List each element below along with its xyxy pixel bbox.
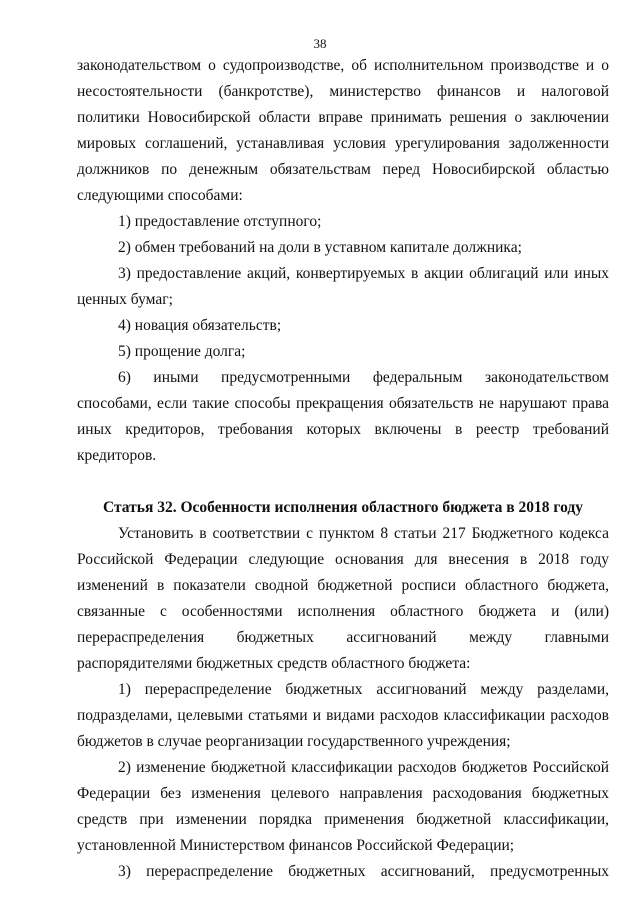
list-item: 4) новация обязательств; bbox=[118, 317, 282, 334]
list-item: 6) иными предусмотренными федеральным законодательством способами, если такие способы прекращения обязательств не нарушают права иных кредиторов, требования которых включены в реестр требований кредиторов. bbox=[77, 369, 609, 464]
intro-paragraph: законодательством о судопроизводстве, об исполнительном производстве и о несостоятельности (банкротстве), министерство финансов и налоговой политики Новосибирской области вправе принимать решения о заключении мировых соглашений, устанавливая условия урегулирования задолженности должников по денежным обязательствам перед Новосибирской областью следующими способами: bbox=[77, 57, 609, 204]
article-lead-paragraph: Установить в соответствии с пунктом 8 статьи 217 Бюджетного кодекса Российской Федерации следующие основания для внесения в 2018 году изменений в показатели сводной бюджетной росписи областного бюджета, связанные с особенностями исполнения областного бюджета и (или) перераспределения бюджетных ассигнований между главными распорядителями бюджетных средств областного бюджета: bbox=[77, 525, 609, 672]
list-item: 5) прощение долга; bbox=[118, 343, 246, 360]
section-spacer bbox=[77, 469, 609, 495]
list-item: 1) перераспределение бюджетных ассигнований между разделами, подразделами, целевыми статьями и видами расходов классификации расходов бюджетов в случае реорганизации государственного учреждения; bbox=[77, 681, 609, 750]
article-title: Статья 32. Особенности исполнения областного бюджета в 2018 году bbox=[103, 499, 583, 516]
list-item: 3) перераспределение бюджетных ассигнований, предусмотренных bbox=[118, 863, 609, 880]
page-number: 38 bbox=[313, 36, 327, 51]
list-item: 1) предоставление отступного; bbox=[118, 213, 322, 230]
document-body bbox=[77, 53, 609, 885]
list-item: 2) обмен требований на доли в уставном капитале должника; bbox=[118, 239, 522, 256]
list-item: 2) изменение бюджетной классификации расходов бюджетов Российской Федерации без изменения целевого направления расходования бюджетных средств при изменении порядка применения бюджетной классификации, установленной Министерством финансов Российской Федерации; bbox=[77, 759, 609, 854]
list-item: 3) предоставление акций, конвертируемых в акции облигаций или иных ценных бумаг; bbox=[77, 265, 609, 308]
